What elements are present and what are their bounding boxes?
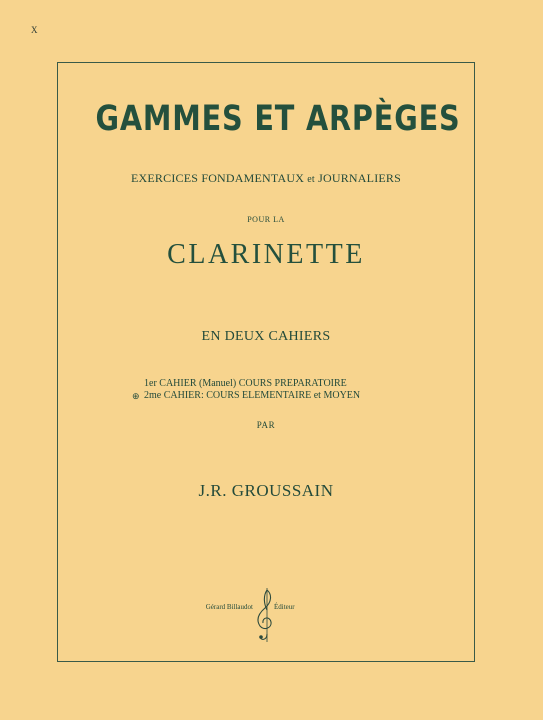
instrument-title: CLARINETTE bbox=[167, 239, 365, 270]
volumes-text: EN DEUX CAHIERS bbox=[201, 329, 331, 344]
cahier-label: 2me CAHIER: COURS ELEMENTAIRE et MOYEN bbox=[144, 390, 361, 401]
subtitle bbox=[58, 171, 474, 186]
publisher-name: Gérard Billaudot bbox=[205, 603, 253, 611]
treble-clef-icon bbox=[250, 586, 280, 644]
corner-mark: X bbox=[31, 25, 38, 35]
cahier-item-1 bbox=[144, 378, 360, 390]
cahier-item-2 bbox=[132, 390, 361, 402]
cahier-mark: ⊕ bbox=[132, 391, 140, 401]
publisher-block bbox=[58, 586, 474, 646]
author-name: J.R. GROUSSAIN bbox=[198, 481, 334, 500]
page-title: GAMMES ET ARPÈGES bbox=[95, 99, 461, 139]
subtitle-main: EXERCICES FONDAMENTAUX bbox=[130, 171, 305, 185]
publisher-role: Éditeur bbox=[274, 603, 295, 611]
par-text: PAR bbox=[256, 420, 276, 430]
cover-frame bbox=[57, 62, 475, 662]
cahier-label: 1er CAHIER (Manuel) COURS PREPARATOIRE bbox=[144, 378, 347, 389]
cahier-list bbox=[132, 378, 361, 402]
subtitle-end: JOURNALIERS bbox=[318, 171, 401, 185]
subtitle-conjunction: et bbox=[307, 174, 315, 185]
pour-la-text: POUR LA bbox=[247, 215, 285, 224]
